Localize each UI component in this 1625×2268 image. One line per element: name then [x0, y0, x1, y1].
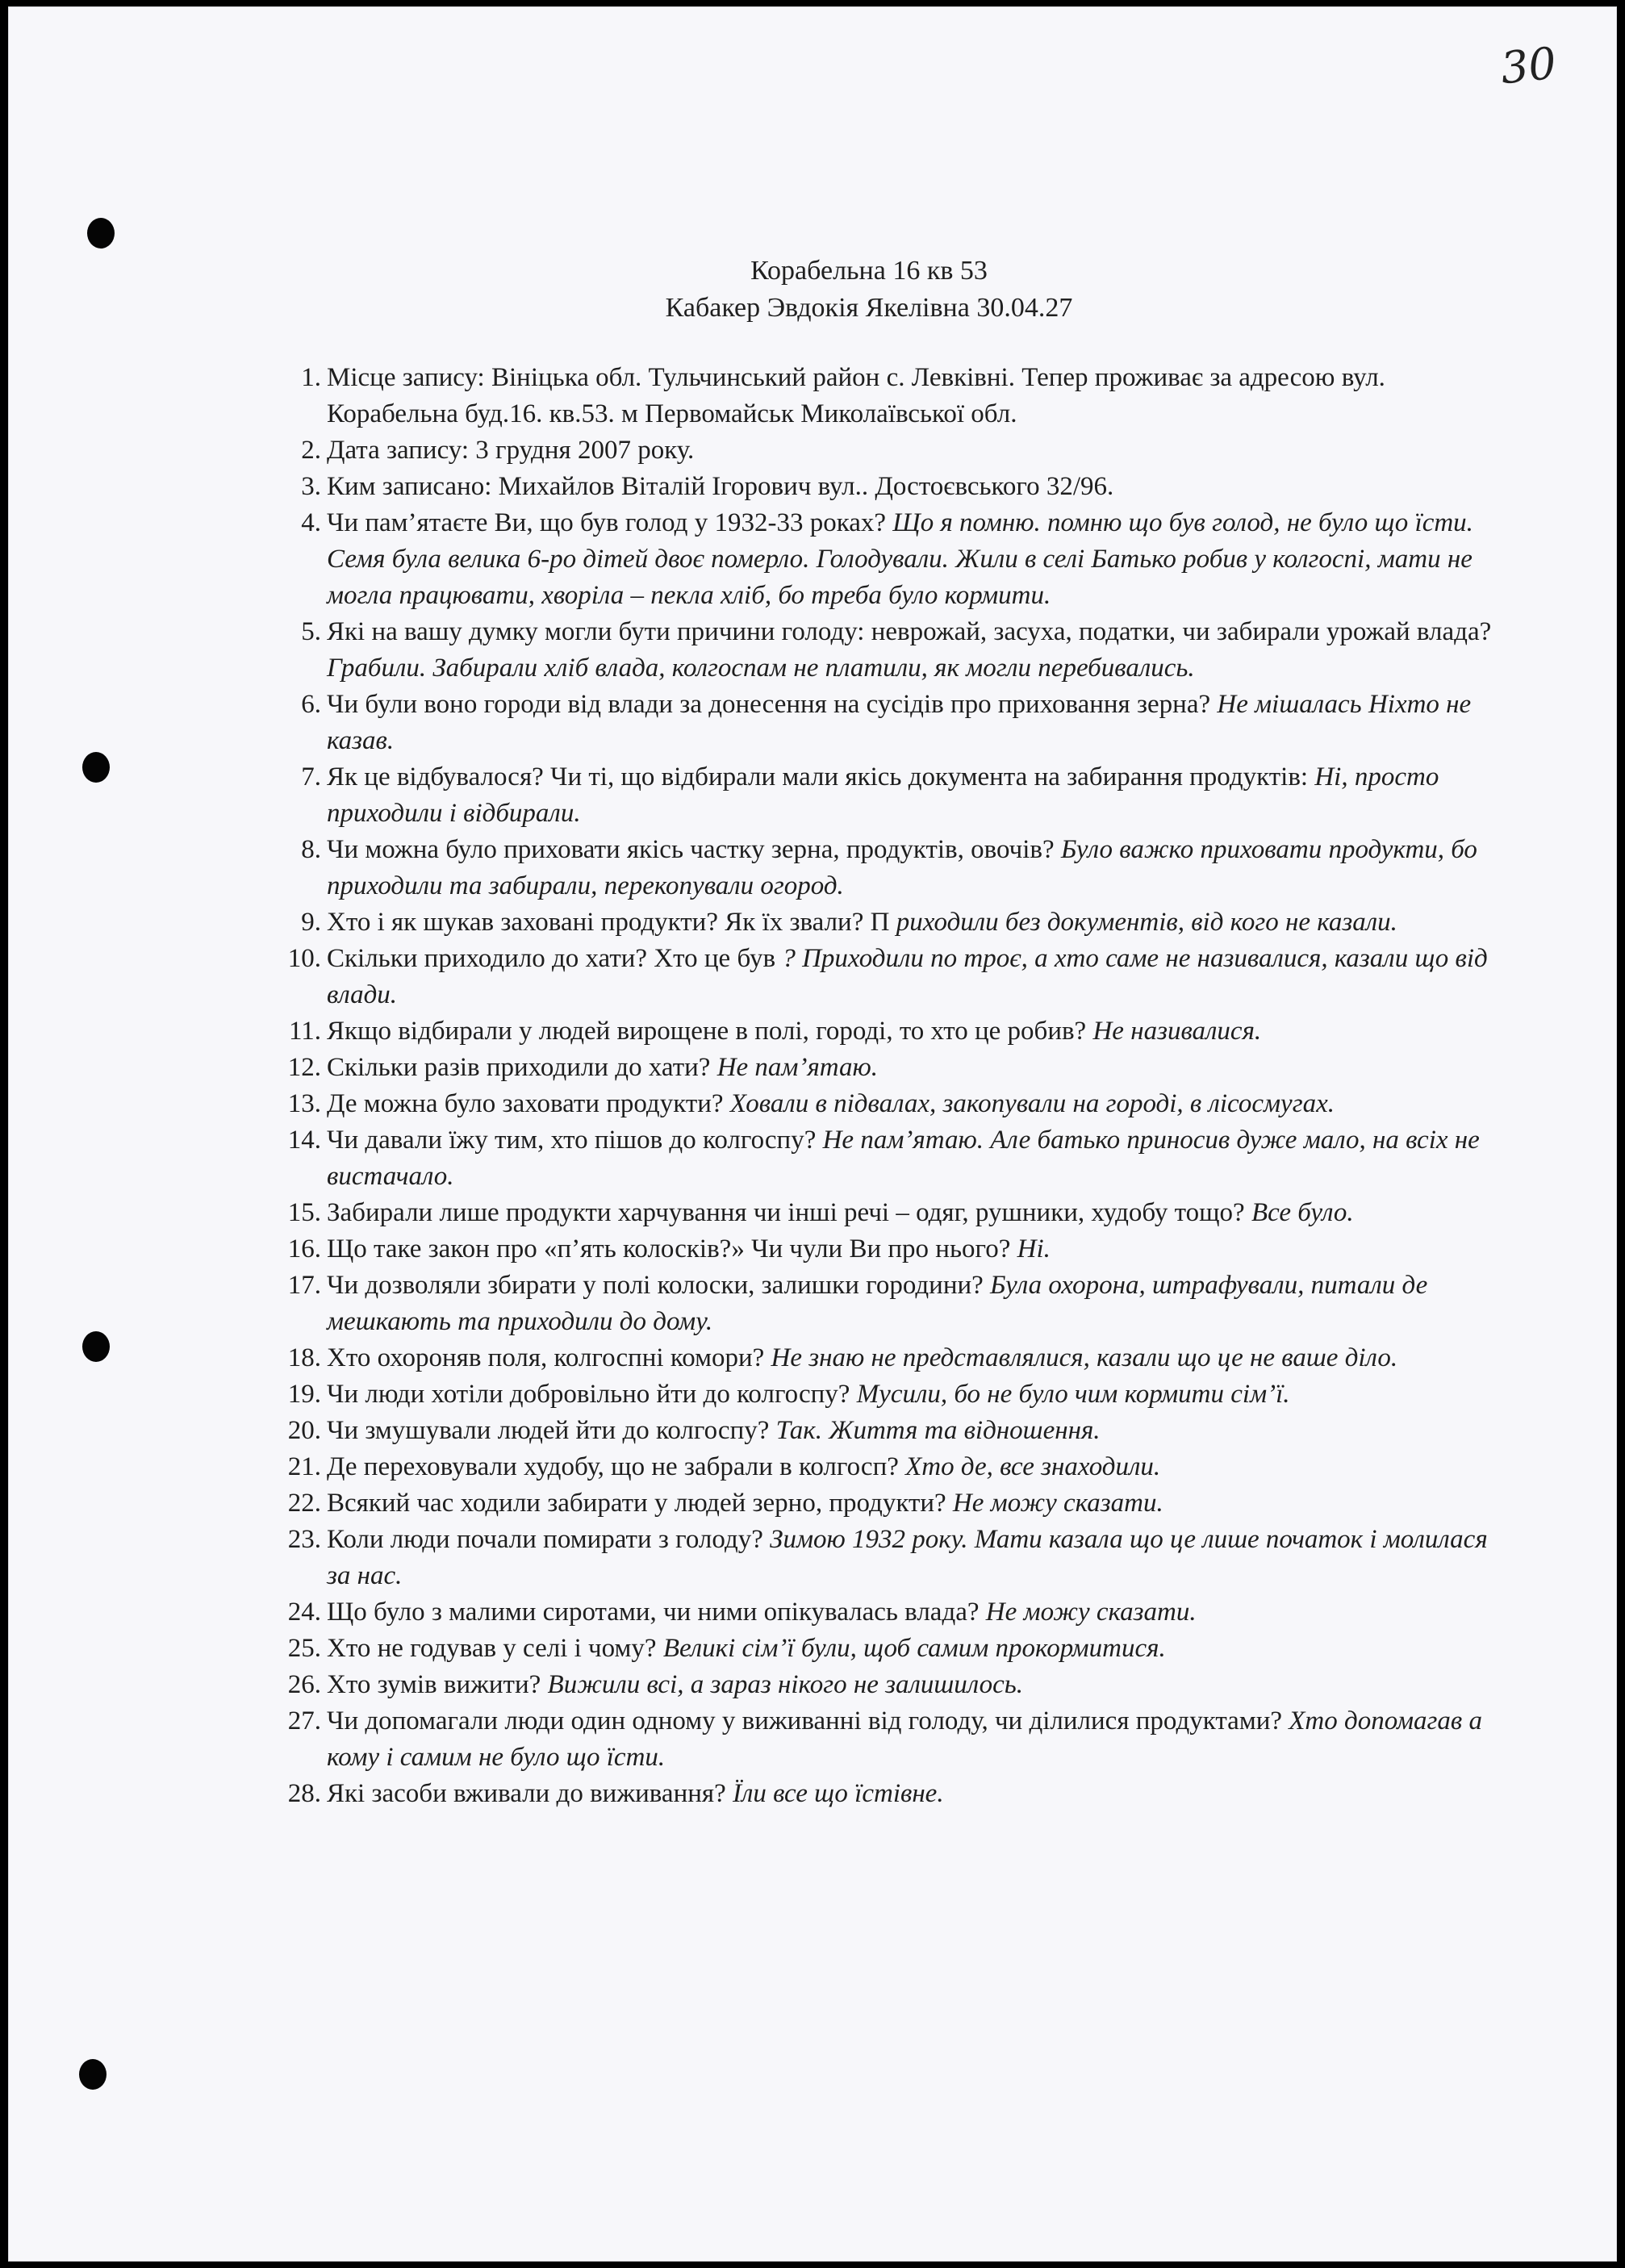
question-text: Чи пам’ятаєте Ви, що був голод у 1932-33 роках? [327, 508, 887, 537]
header-person: Кабакер Эвдокія Якелівна 30.04.27 [665, 293, 1073, 323]
answer-text: риходили без документів, від кого не казали. [896, 908, 1397, 937]
question-item [8, 832, 1617, 904]
question-number: 17. [287, 1271, 321, 1300]
question-item [8, 1449, 1617, 1485]
questionnaire-list [8, 360, 1617, 1812]
question-text: Хто і як шукав заховані продукти? Як їх звали? П [327, 908, 890, 937]
question-number: 2. [301, 436, 321, 465]
answer-text: Не пам’ятаю. Але батько приносив дуже мало, на всіх не вистачало. [327, 1126, 1480, 1191]
question-item [8, 360, 1617, 432]
question-text: Хто охороняв поля, колгоспні комори? [327, 1343, 765, 1372]
answer-text: Було важко приховати продукти, бо приходили та забирали, перекопували огород. [327, 835, 1477, 900]
question-item [8, 1631, 1617, 1667]
answer-text: Була охорона, штрафували, питали де мешкають та приходили до дому. [327, 1271, 1428, 1336]
question-item [8, 1231, 1617, 1268]
question-number: 25. [287, 1634, 321, 1663]
answer-text: Вижили всі, а зараз нікого не залишилось. [547, 1670, 1023, 1699]
answer-text: Що я помню. помню що був голод, не було що їсти. Семя була велика 6-ро дітей двоє померло. Голодували. Жили в селі Батько робив у колгоспі, мати не могла працювати, хворіла – пекла хліб, бо треба було кормити. [327, 508, 1473, 610]
question-text: Де можна було заховати продукти? [327, 1089, 724, 1118]
document-page [8, 6, 1617, 2262]
question-text: Чи дозволяли збирати у полі колоски, залишки городини? [327, 1271, 984, 1300]
answer-text: Не знаю не представлялися, казали що це не ваше діло. [771, 1343, 1398, 1372]
question-text: Місце запису: Вініцька обл. Тульчинський район с. Левківні. Тепер проживає за адресою вул. Корабельна буд.16. кв.53. м Первомайськ Миколаївської обл. [327, 363, 1385, 428]
question-number: 18. [287, 1343, 321, 1372]
question-number: 23. [287, 1525, 321, 1554]
question-number: 21. [287, 1452, 321, 1481]
answer-text: Грабили. Забирали хліб влада, колгоспам не платили, як могли перебивались. [327, 654, 1195, 683]
question-text: Які на вашу думку могли бути причини голоду: неврожай, засуха, податки, чи забирали урожай влада? [327, 617, 1492, 646]
answer-text: Не називалися. [1092, 1017, 1262, 1046]
answer-text: Хто допомагав а кому і самим не було що їсти. [327, 1706, 1482, 1772]
answer-text: Не можу сказати. [985, 1598, 1197, 1627]
question-number: 5. [301, 617, 321, 646]
question-item [8, 1086, 1617, 1122]
question-number: 6. [301, 690, 321, 719]
punch-hole-icon [87, 218, 115, 249]
question-text: Які засоби вживали до виживання? [327, 1779, 726, 1808]
question-number: 24. [287, 1598, 321, 1627]
question-text: Хто зумів вижити? [327, 1670, 541, 1699]
answer-text: Хто де, все знаходили. [905, 1452, 1161, 1481]
document-header [8, 253, 1617, 327]
question-text: Коли люди почали помирати з голоду? [327, 1525, 763, 1554]
answer-text: ? Приходили по троє, а хто саме не називалися, казали що від влади. [327, 944, 1488, 1009]
question-text: Всякий час ходили забирати у людей зерно, продукти? [327, 1489, 946, 1518]
answer-text: Все було. [1251, 1198, 1354, 1227]
question-item [8, 614, 1617, 687]
answer-text: Не мішалась Ніхто не казав. [327, 690, 1472, 755]
question-number: 11. [288, 1017, 321, 1046]
question-number: 26. [287, 1670, 321, 1699]
question-text: Що таке закон про «п’ять колосків?» Чи чули Ви про нього? [327, 1234, 1011, 1263]
question-text: Ким записано: Михайлов Віталій Ігорович вул.. Достоєвського 32/96. [327, 472, 1114, 501]
question-item [8, 1776, 1617, 1812]
question-number: 12. [287, 1053, 321, 1082]
question-text: Де переховували худобу, що не забрали в колгосп? [327, 1452, 899, 1481]
question-text: Скільки разів приходили до хати? [327, 1053, 711, 1082]
question-number: 9. [301, 908, 321, 937]
question-number: 4. [301, 508, 321, 537]
question-item [8, 759, 1617, 832]
question-item [8, 941, 1617, 1013]
question-item [8, 1376, 1617, 1413]
question-text: Чи допомагали люди один одному у виживанні від голоду, чи ділилися продуктами? [327, 1706, 1283, 1735]
question-text: Чи були воно городи від влади за донесення на сусідів про приховання зерна? [327, 690, 1211, 719]
question-number: 3. [301, 472, 321, 501]
question-item [8, 505, 1617, 614]
answer-text: Ні, просто приходили і відбирали. [327, 762, 1439, 828]
question-number: 13. [287, 1089, 321, 1118]
answer-text: Мусили, бо не було чим кормити сім’ї. [856, 1380, 1290, 1409]
question-item [8, 1485, 1617, 1522]
question-item [8, 1013, 1617, 1050]
question-text: Що було з малими сиротами, чи ними опікувалась влада? [327, 1598, 980, 1627]
question-number: 7. [301, 762, 321, 792]
question-text: Як це відбувалося? Чи ті, що відбирали мали якісь документа на забирання продуктів: [327, 762, 1309, 792]
question-number: 16. [287, 1234, 321, 1263]
answer-text: Так. Життя та відношення. [775, 1416, 1101, 1445]
question-item [8, 432, 1617, 469]
question-item [8, 469, 1617, 505]
question-number: 20. [287, 1416, 321, 1445]
question-number: 10. [287, 944, 321, 973]
punch-hole-icon [79, 2059, 107, 2090]
question-item [8, 1594, 1617, 1631]
question-item [8, 1122, 1617, 1195]
question-item [8, 1050, 1617, 1086]
question-text: Хто не годував у селі і чому? [327, 1634, 657, 1663]
question-text: Дата запису: 3 грудня 2007 року. [327, 436, 695, 465]
question-text: Чи можна було приховати якісь частку зерна, продуктів, овочів? [327, 835, 1055, 864]
answer-text: Зимою 1932 року. Мати казала що це лише початок і молилася за нас. [327, 1525, 1488, 1590]
question-number: 28. [287, 1779, 321, 1808]
question-number: 27. [287, 1706, 321, 1735]
question-number: 14. [287, 1126, 321, 1155]
question-number: 1. [301, 363, 321, 392]
question-item [8, 1413, 1617, 1449]
question-text: Забирали лише продукти харчування чи інші речі – одяг, рушники, худобу тощо? [327, 1198, 1245, 1227]
question-text: Чи люди хотіли добровільно йти до колгоспу? [327, 1380, 850, 1409]
answer-text: Великі сім’ї були, щоб самим прокормитися. [662, 1634, 1166, 1663]
question-text: Чи давали їжу тим, хто пішов до колгоспу? [327, 1126, 817, 1155]
answer-text: Їли все що їстівне. [732, 1779, 944, 1808]
question-item [8, 904, 1617, 941]
question-item [8, 1522, 1617, 1594]
question-number: 8. [301, 835, 321, 864]
answer-text: Не пам’ятаю. [716, 1053, 879, 1082]
question-item [8, 1340, 1617, 1376]
question-text: Якщо відбирали у людей вирощене в полі, городі, то хто це робив? [327, 1017, 1087, 1046]
question-item [8, 1195, 1617, 1231]
question-number: 19. [287, 1380, 321, 1409]
question-number: 15. [287, 1198, 321, 1227]
question-item [8, 1667, 1617, 1703]
question-text: Чи змушували людей йти до колгоспу? [327, 1416, 770, 1445]
question-item [8, 1703, 1617, 1776]
handwritten-page-number: 30 [1498, 37, 1559, 94]
question-item [8, 687, 1617, 759]
answer-text: Не можу сказати. [952, 1489, 1163, 1518]
question-number: 22. [287, 1489, 321, 1518]
header-address: Корабельна 16 кв 53 [750, 256, 988, 286]
question-item [8, 1268, 1617, 1340]
question-text: Скільки приходило до хати? Хто це був [327, 944, 776, 973]
answer-text: Ховали в підвалах, закопували на городі, в лісосмугах. [729, 1089, 1335, 1118]
answer-text: Ні. [1017, 1234, 1051, 1263]
